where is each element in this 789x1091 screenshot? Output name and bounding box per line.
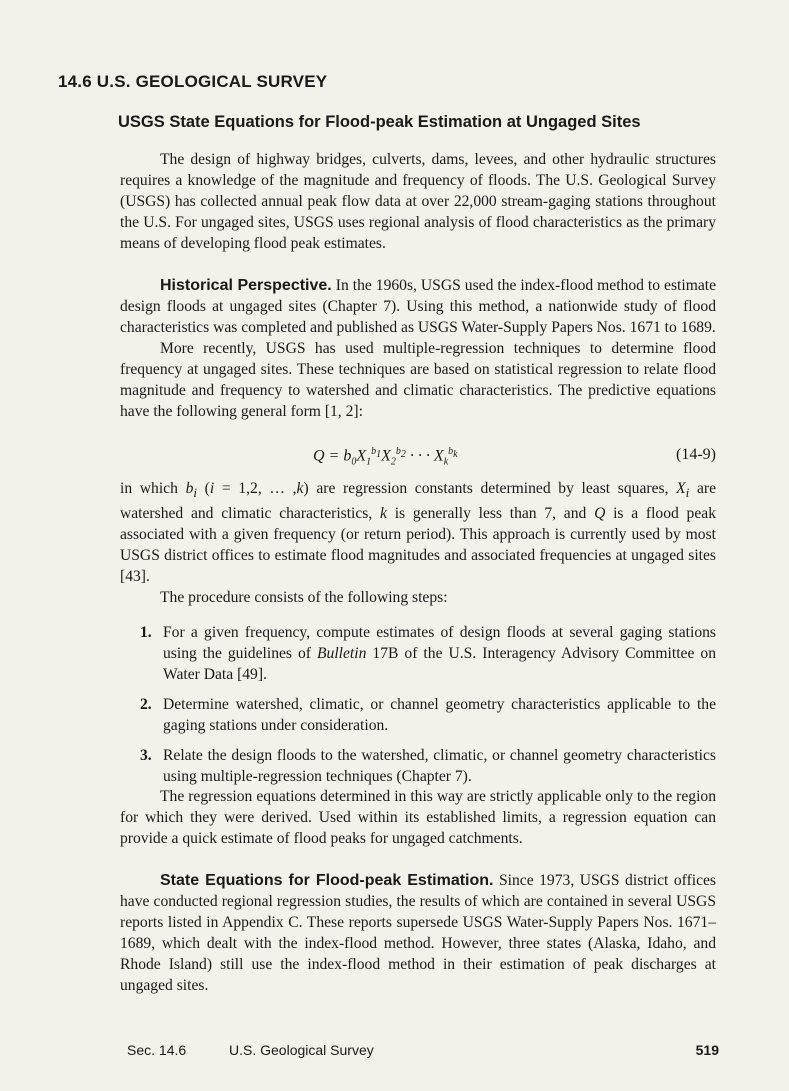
procedure-intro: The procedure consists of the following steps: [160,589,448,607]
procedure-steps [140,622,716,796]
regression-note [120,786,716,849]
historical-heading: Historical Perspective. [160,277,332,294]
step-2: 2. Determine watershed, climatic, or channel geometry characteristics applicable to the gaging stations under consideration. [140,696,716,734]
equation-formula: $Q = b_0X_1^{b_1}X_2^{b_2}$ · · · $X_k^{b_k}$ [313,446,458,468]
explanation-text: in which $b_i$ (i = 1,2, … ,k) are regression constants determined by least squares, $X_i$ are watershed and climatic characteristics, k is generally less than 7, and Q is a flood peak associated with a given frequency (or return period). This approach is currently used by most USGS district offices to estimate flood magnitudes and associated frequencies at ungaged sites [43]. [120,480,716,586]
historical-paragraph-2: More recently, USGS has used multiple-regression techniques to determine flood frequency at ungaged sites. These techniques are based on statistical regression to relate flood magnitude and frequency to watershed and climatic characteristics. The predictive equations have the following general form [1, 2]: [120,340,716,420]
historical-paragraph-1 [120,275,716,338]
state-equations-heading: State Equations for Flood-peak Estimation. [160,872,494,889]
step-number: 1. [140,624,152,641]
historical-section [120,275,716,422]
step-number: 3. [140,747,152,764]
page-number: 519 [695,1042,719,1058]
footer-title: U.S. Geological Survey [229,1042,374,1058]
state-equations-section [120,870,716,996]
state-equations-text: Since 1973, USGS district offices have conducted regional regression studies, the results of which are contained in several USGS reports listed in Appendix C. These reports supersede USGS Water-Supply Papers Nos. 1671–1689, which dealt with the index-flood method. However, three states (Alaska, Idaho, and Rhode Island) still use the index-flood method in their estimation of peak discharges at ungaged sites. [120,872,716,994]
footer-section: Sec. 14.6 [127,1042,187,1058]
step-number: 2. [140,696,152,713]
subsection-heading: USGS State Equations for Flood-peak Estimation at Ungaged Sites [118,113,641,131]
equation-number: (14-9) [676,446,716,463]
step-1: 1. For a given frequency, compute estimates of design floods at several gaging stations using the guidelines of Bulletin 17B of the U.S. Interagency Advisory Committee on Water Data [49]. [140,624,716,683]
regression-note-text: The regression equations determined in this way are strictly applicable only to the region for which they were derived. Used within its established limits, a regression equation can provide a quick estimate of flood peaks for ungaged catchments. [120,788,716,847]
intro-text: The design of highway bridges, culverts, dams, levees, and other hydraulic structures requires a knowledge of the magnitude and frequency of floods. The U.S. Geological Survey (USGS) has collected annual peak flow data at over 22,000 stream-gaging stations throughout the U.S. For ungaged sites, USGS uses regional analysis of flood characteristics as the primary means of developing flood peak estimates. [120,151,716,252]
section-heading: 14.6 U.S. GEOLOGICAL SURVEY [58,72,328,91]
equation-explanation [120,478,716,608]
equation-14-9 [120,446,716,470]
state-equations-paragraph [120,870,716,996]
step-3: 3. Relate the design floods to the watershed, climatic, or channel geometry characteristics using multiple-regression techniques (Chapter 7). [140,747,716,785]
intro-paragraph [120,149,716,254]
historical-text-1: In the 1960s, USGS used the index-flood method to estimate design floods at ungaged sites (Chapter 7). Using this method, a nationwide study of flood characteristics was completed and published as USGS Water-Supply Papers Nos. 1671 to 1689. [120,277,717,336]
